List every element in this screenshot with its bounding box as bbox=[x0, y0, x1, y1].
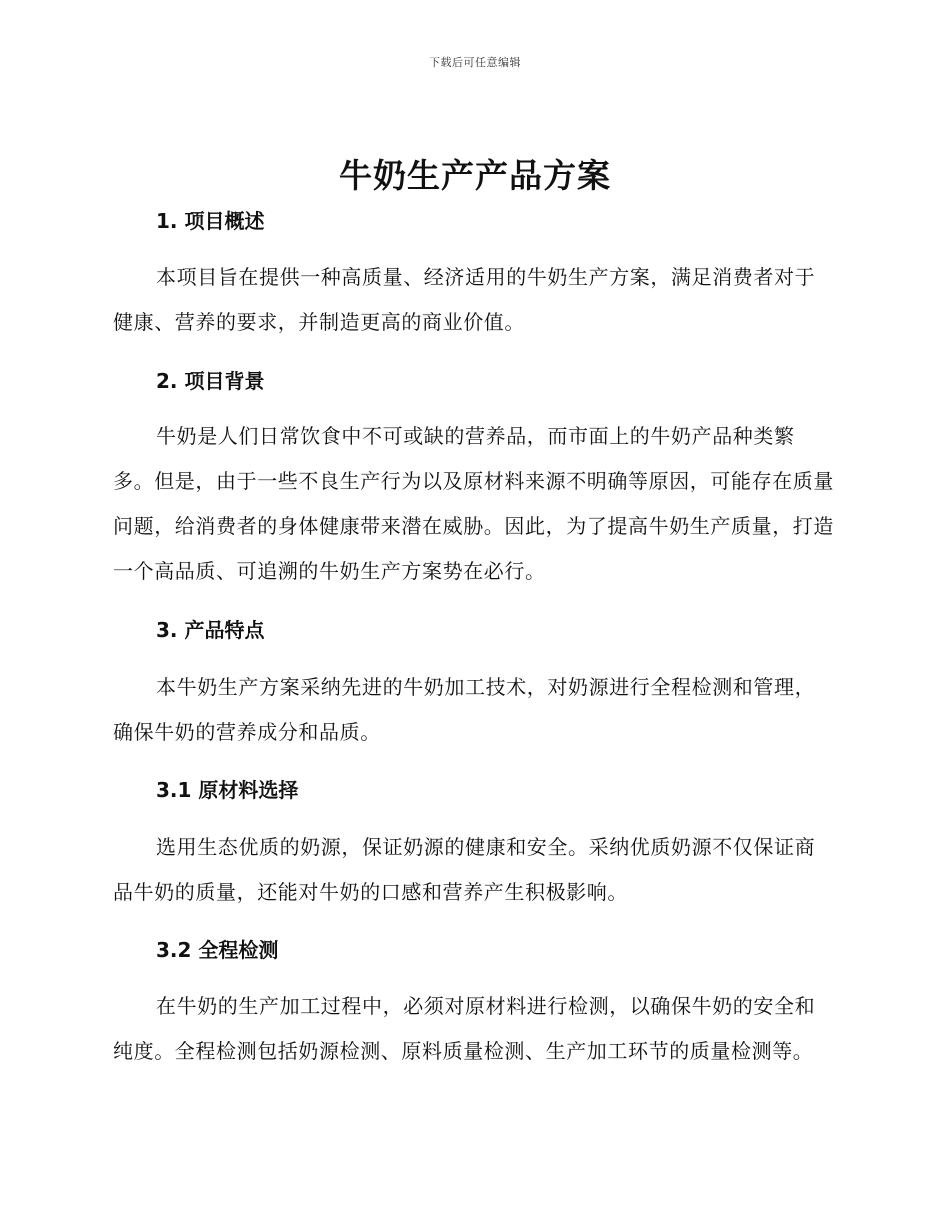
page-header-note: 下载后可任意编辑 bbox=[429, 56, 521, 69]
document-title: 牛奶生产产品方案 bbox=[339, 156, 611, 195]
section-body-full-inspection: 在牛奶的生产加工过程中，必须对原材料进行检测，以确保牛奶的安全和纯度。全程检测包括奶源检测、原料质量检测、生产加工环节的质量检测等。 bbox=[113, 994, 816, 1063]
section-heading-full-inspection: 3.2 全程检测 bbox=[156, 938, 279, 962]
section-heading-background: 2. 项目背景 bbox=[156, 369, 265, 393]
section-heading-features: 3. 产品特点 bbox=[156, 618, 265, 642]
section-body-raw-material: 选用生态优质的奶源，保证奶源的健康和安全。采纳优质奶源不仅保证商品牛奶的质量，还能对牛奶的口感和营养产生积极影响。 bbox=[113, 835, 816, 904]
section-body-overview: 本项目旨在提供一种高质量、经济适用的牛奶生产方案，满足消费者对于健康、营养的要求，并制造更高的商业价值。 bbox=[113, 265, 816, 334]
section-body-features: 本牛奶生产方案采纳先进的牛奶加工技术，对奶源进行全程检测和管理，确保牛奶的营养成分和品质。 bbox=[113, 675, 816, 744]
section-body-background: 牛奶是人们日常饮食中不可或缺的营养品，而市面上的牛奶产品种类繁多。但是，由于一些不良生产行为以及原材料来源不明确等原因，可能存在质量问题，给消费者的身体健康带来潜在威胁。因此，为了提高牛奶生产质量，打造一个高品质、可追溯的牛奶生产方案势在必行。 bbox=[113, 424, 834, 583]
section-heading-overview: 1. 项目概述 bbox=[156, 209, 265, 233]
section-heading-raw-material: 3.1 原材料选择 bbox=[156, 778, 299, 802]
